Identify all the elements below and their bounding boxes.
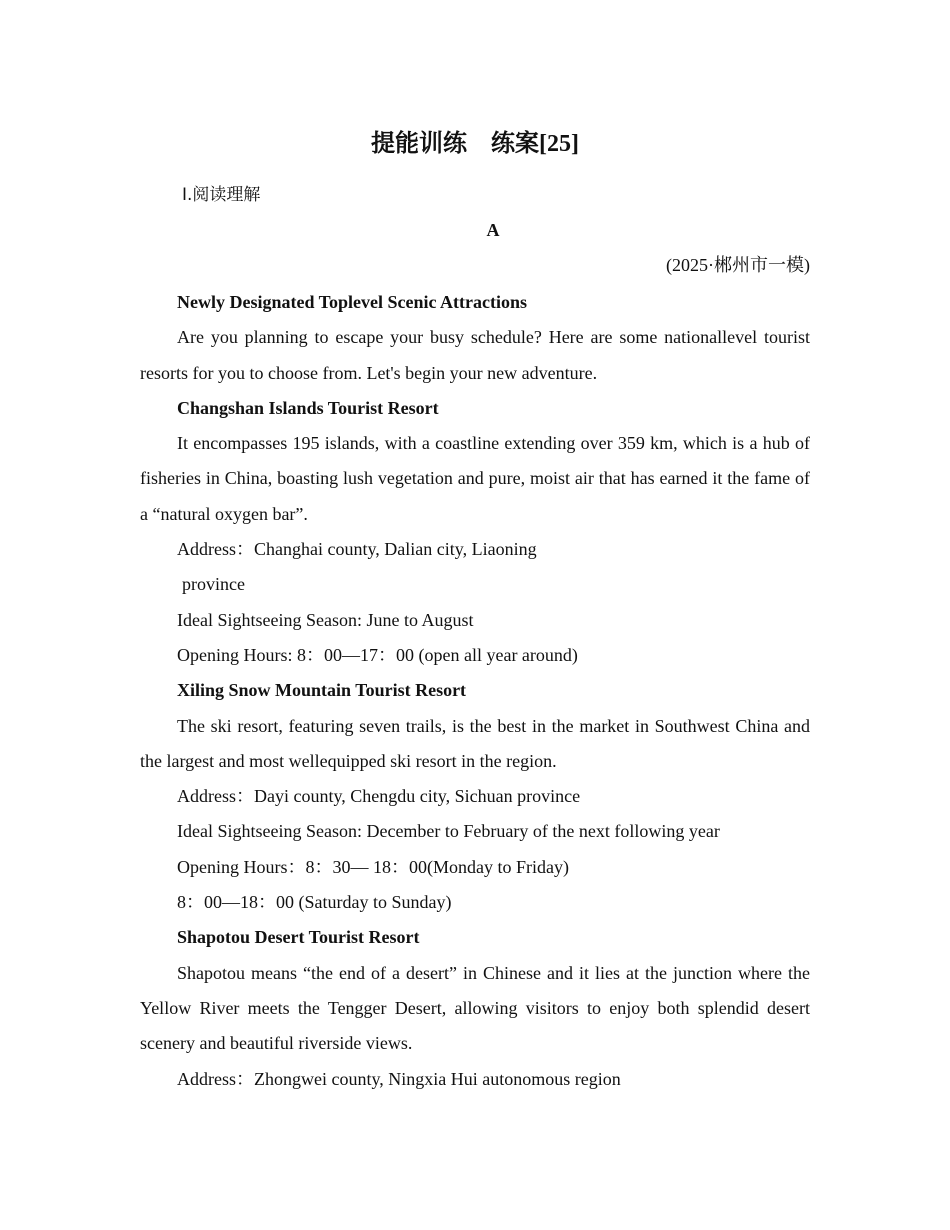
resort-address: Address：Dayi county, Chengdu city, Sichuan province <box>177 786 581 807</box>
article-body <box>140 285 810 1097</box>
source-note: (2025·郴州市一模) <box>666 255 810 275</box>
part-letter: A <box>486 220 500 240</box>
resort-hours: Opening Hours: 8：00—17：00 (open all year around) <box>177 644 578 665</box>
resort-name: Changshan Islands Tourist Resort <box>177 397 439 418</box>
resort-description: Shapotou means “the end of a desert” in Chinese and it lies at the junction where the Yellow River meets the Tengger Desert, allowing visitors to enjoy both splendid desert scenery and beautiful riverside views. <box>140 962 810 1054</box>
resort-description: It encompasses 195 islands, with a coastline extending over 359 km, which is a hub of fisheries in China, boasting lush vegetation and pure, moist air that has earned it the fame of a “natural oxygen bar”. <box>140 433 810 524</box>
resort-season: Ideal Sightseeing Season: June to August <box>177 609 474 630</box>
resort-name: Xiling Snow Mountain Tourist Resort <box>177 680 467 701</box>
resort-description: The ski resort, featuring seven trails, is the best in the market in Southwest China and the largest and most wellequipped ski resort in the region. <box>140 715 810 771</box>
resort-name: Shapotou Desert Tourist Resort <box>177 927 420 948</box>
resort-season: Ideal Sightseeing Season: December to February of the next following year <box>177 821 720 842</box>
article-heading: Newly Designated Toplevel Scenic Attractions <box>177 292 527 312</box>
resort-address: Address：Changhai county, Dalian city, Liaoning <box>177 539 537 560</box>
resort-hours: Opening Hours：8：30— 18：00(Monday to Friday) <box>177 856 569 877</box>
resort-hours-weekend: 8：00—18：00 (Saturday to Sunday) <box>177 892 452 913</box>
page-title: 提能训练 练案[25] <box>371 131 579 157</box>
section-label: Ⅰ.阅读理解 <box>182 185 261 205</box>
resort-address: Address：Zhongwei county, Ningxia Hui autonomous region <box>177 1068 621 1089</box>
article-intro: Are you planning to escape your busy schedule? Here are some nationallevel tourist resorts for you to choose from. Let's begin your new adventure. <box>140 327 810 383</box>
resort-address-continued: province <box>182 574 245 595</box>
